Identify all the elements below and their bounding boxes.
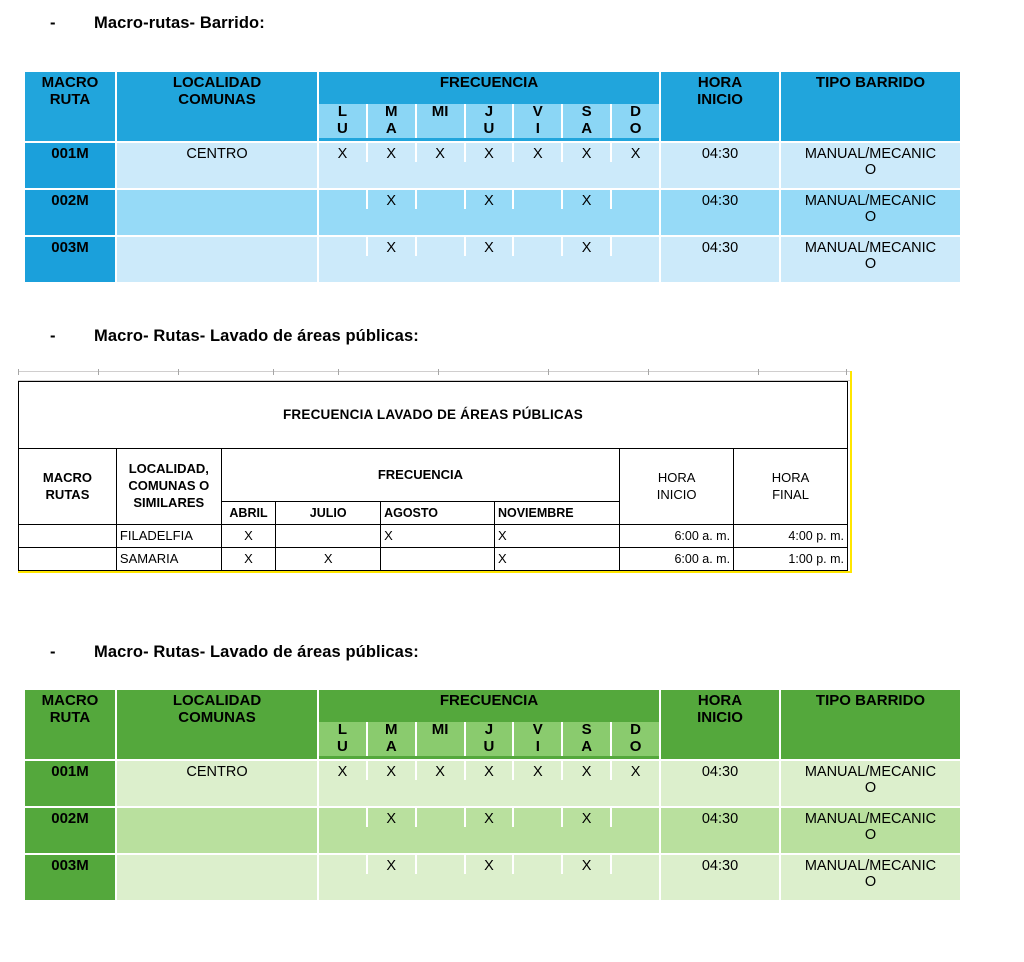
mark-vi: X — [514, 143, 561, 162]
frecuencia-grid — [319, 761, 659, 780]
header-frecuencia: FRECUENCIA — [221, 449, 620, 502]
day-header-ju: J U — [466, 104, 513, 138]
section-heading-lavado-2 — [50, 643, 419, 662]
mark-mi — [417, 237, 464, 256]
cell-localidad — [117, 808, 317, 853]
bullet-dash-2: - — [50, 327, 56, 345]
mark-ma: X — [368, 761, 415, 780]
header-month-julio: JULIO — [276, 502, 381, 525]
cell-macro-ruta: 002M — [25, 190, 115, 235]
cell-tipo-barrido: MANUAL/MECANIC O — [781, 237, 960, 282]
header-hora-inicio: HORA INICIO — [661, 72, 779, 141]
table-header-row-top — [25, 72, 960, 96]
table-row — [25, 190, 960, 235]
day-header-grid — [319, 104, 659, 138]
day-header-vi: V I — [514, 722, 561, 756]
mark-lu — [319, 855, 366, 874]
header-month-noviembre: NOVIEMBRE — [494, 502, 619, 525]
cell-hora-inicio: 6:00 a. m. — [620, 548, 734, 571]
lavado-sheet-wrapper — [18, 371, 852, 573]
mark-sa: X — [563, 808, 610, 827]
mark-agosto: X — [381, 525, 495, 548]
mark-ma: X — [368, 190, 415, 209]
mark-lu: X — [319, 143, 366, 162]
mark-vi — [514, 237, 561, 256]
section-heading-lavado-1 — [50, 327, 419, 346]
cell-localidad — [117, 855, 317, 900]
mark-do: X — [612, 761, 659, 780]
header-hora-inicio: HORA INICIO — [661, 690, 779, 759]
header-localidad-comunas-similares: LOCALIDAD, COMUNAS O SIMILARES — [116, 449, 221, 525]
mark-noviembre: X — [494, 548, 619, 571]
mark-vi: X — [514, 761, 561, 780]
cell-hora-inicio: 04:30 — [661, 808, 779, 853]
header-macro-ruta: MACRO RUTA — [25, 690, 115, 759]
header-hora-final: HORA FINAL — [734, 449, 848, 525]
mark-ju: X — [466, 855, 513, 874]
mark-ju: X — [466, 761, 513, 780]
mark-vi — [514, 808, 561, 827]
header-tipo-barrido: TIPO BARRIDO — [781, 72, 960, 141]
header-month-abril: ABRIL — [221, 502, 276, 525]
lavado-header-row-main — [19, 449, 848, 502]
spreadsheet-gridline-row — [18, 371, 850, 381]
mark-ju: X — [466, 143, 513, 162]
header-hora-inicio: HORA INICIO — [620, 449, 734, 525]
mark-sa: X — [563, 237, 610, 256]
frecuencia-grid — [319, 143, 659, 162]
day-header-ju: J U — [466, 722, 513, 756]
section-heading-text-2: Macro- Rutas- Lavado de áreas públicas: — [94, 327, 419, 345]
mark-sa: X — [563, 761, 610, 780]
header-macro-rutas: MACRO RUTAS — [19, 449, 117, 525]
cell-hora-final: 1:00 p. m. — [734, 548, 848, 571]
section-heading-text-3: Macro- Rutas- Lavado de áreas públicas: — [94, 643, 419, 661]
day-header-lu: L U — [319, 104, 366, 138]
day-header-do: D O — [612, 722, 659, 756]
mark-vi — [514, 855, 561, 874]
header-frecuencia: FRECUENCIA — [319, 690, 659, 714]
mark-abril: X — [221, 525, 276, 548]
mark-agosto — [381, 548, 495, 571]
cell-frecuencia-group — [319, 237, 659, 282]
header-localidad-comunas: LOCALIDAD COMUNAS — [117, 72, 317, 141]
cell-macro-ruta: 001M — [25, 761, 115, 806]
frecuencia-grid — [319, 808, 659, 827]
mark-mi — [417, 808, 464, 827]
mark-vi — [514, 190, 561, 209]
mark-sa: X — [563, 855, 610, 874]
mark-julio — [276, 525, 381, 548]
day-header-vi: V I — [514, 104, 561, 138]
cell-localidad: SAMARIA — [116, 548, 221, 571]
mark-ju: X — [466, 190, 513, 209]
mark-ma: X — [368, 808, 415, 827]
frecuencia-grid — [319, 190, 659, 209]
cell-localidad — [117, 190, 317, 235]
cell-macro-ruta: 003M — [25, 855, 115, 900]
day-header-ma: M A — [368, 722, 415, 756]
mark-do: X — [612, 143, 659, 162]
barrido-table-green — [25, 690, 960, 900]
cell-macro-ruta: 003M — [25, 237, 115, 282]
cell-tipo-barrido: MANUAL/MECANIC O — [781, 808, 960, 853]
mark-lu — [319, 808, 366, 827]
day-header-lu: L U — [319, 722, 366, 756]
day-header-grid — [319, 722, 659, 756]
cell-hora-inicio: 04:30 — [661, 237, 779, 282]
day-header-mi: MI — [417, 104, 464, 138]
mark-ju: X — [466, 237, 513, 256]
cell-macro-ruta: 001M — [25, 143, 115, 188]
mark-lu — [319, 237, 366, 256]
mark-do — [612, 855, 659, 874]
mark-sa: X — [563, 143, 610, 162]
mark-mi — [417, 855, 464, 874]
cell-frecuencia-group — [319, 143, 659, 188]
section-heading-text-1: Macro-rutas- Barrido: — [94, 14, 265, 32]
header-localidad-comunas: LOCALIDAD COMUNAS — [117, 690, 317, 759]
cell-localidad — [117, 237, 317, 282]
lavado-title: FRECUENCIA LAVADO DE ÁREAS PÚBLICAS — [19, 382, 848, 449]
cell-tipo-barrido: MANUAL/MECANIC O — [781, 190, 960, 235]
cell-hora-inicio: 04:30 — [661, 190, 779, 235]
cell-tipo-barrido: MANUAL/MECANIC O — [781, 143, 960, 188]
lavado-title-row — [19, 382, 848, 449]
mark-sa: X — [563, 190, 610, 209]
cell-hora-final: 4:00 p. m. — [734, 525, 848, 548]
mark-abril: X — [221, 548, 276, 571]
table-row — [19, 525, 848, 548]
table-row — [25, 855, 960, 900]
day-header-group — [319, 96, 659, 138]
mark-lu — [319, 190, 366, 209]
cell-hora-inicio: 04:30 — [661, 855, 779, 900]
day-header-mi: MI — [417, 722, 464, 756]
mark-ma: X — [368, 143, 415, 162]
header-month-agosto: AGOSTO — [381, 502, 495, 525]
lavado-table — [18, 381, 848, 571]
mark-lu: X — [319, 761, 366, 780]
bullet-dash-3: - — [50, 643, 56, 661]
header-frecuencia: FRECUENCIA — [319, 72, 659, 96]
table-row — [25, 143, 960, 188]
cell-hora-inicio: 04:30 — [661, 143, 779, 188]
day-header-ma: M A — [368, 104, 415, 138]
bullet-dash-1: - — [50, 14, 56, 32]
cell-frecuencia-group — [319, 190, 659, 235]
mark-julio: X — [276, 548, 381, 571]
table-row — [19, 548, 848, 571]
mark-do — [612, 190, 659, 209]
table-row — [25, 808, 960, 853]
table-header-row-top — [25, 690, 960, 714]
cell-macro-ruta — [19, 525, 117, 548]
barrido-table-blue — [25, 72, 960, 282]
cell-hora-inicio: 04:30 — [661, 761, 779, 806]
cell-localidad: CENTRO — [117, 761, 317, 806]
table-row — [25, 761, 960, 806]
cell-hora-inicio: 6:00 a. m. — [620, 525, 734, 548]
mark-mi: X — [417, 761, 464, 780]
day-header-sa: S A — [563, 104, 610, 138]
mark-do — [612, 237, 659, 256]
day-header-group — [319, 714, 659, 756]
mark-mi — [417, 190, 464, 209]
mark-do — [612, 808, 659, 827]
header-macro-ruta: MACRO RUTA — [25, 72, 115, 141]
header-tipo-barrido: TIPO BARRIDO — [781, 690, 960, 759]
mark-ma: X — [368, 855, 415, 874]
cell-frecuencia-group — [319, 761, 659, 806]
frecuencia-grid — [319, 855, 659, 874]
cell-tipo-barrido: MANUAL/MECANIC O — [781, 855, 960, 900]
frecuencia-grid — [319, 237, 659, 256]
mark-ju: X — [466, 808, 513, 827]
cell-frecuencia-group — [319, 808, 659, 853]
mark-ma: X — [368, 237, 415, 256]
cell-tipo-barrido: MANUAL/MECANIC O — [781, 761, 960, 806]
cell-frecuencia-group — [319, 855, 659, 900]
mark-noviembre: X — [494, 525, 619, 548]
cell-macro-ruta: 002M — [25, 808, 115, 853]
table-row — [25, 237, 960, 282]
cell-localidad: FILADELFIA — [116, 525, 221, 548]
day-header-sa: S A — [563, 722, 610, 756]
mark-mi: X — [417, 143, 464, 162]
cell-localidad: CENTRO — [117, 143, 317, 188]
section-heading-barrido — [50, 14, 265, 33]
day-header-do: D O — [612, 104, 659, 138]
cell-macro-ruta — [19, 548, 117, 571]
